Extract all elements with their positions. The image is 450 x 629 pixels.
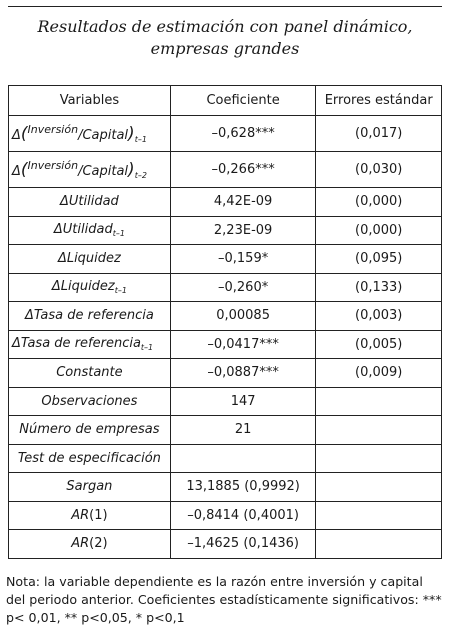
variable-cell: $\Delta(^{Inversión}/Capital)_{t-2}$ — [9, 152, 171, 188]
coefficient-cell: 21 — [170, 416, 316, 445]
table-row — [9, 116, 442, 152]
variable-cell: ΔTasa de referencia$_{t-1}$ — [9, 330, 171, 359]
table-row — [9, 501, 442, 530]
table-caption: Resultados de estimación con panel dinámico, empresas grandes — [37, 17, 413, 58]
std-error-cell: (0,000) — [316, 188, 442, 217]
coefficient-cell — [170, 444, 316, 473]
std-error-cell — [316, 530, 442, 559]
coefficient-cell: –0,266*** — [170, 152, 316, 188]
coefficient-cell: –1,4625 (0,1436) — [170, 530, 316, 559]
std-error-cell: (0,030) — [316, 152, 442, 188]
std-error-cell — [316, 416, 442, 445]
std-error-cell: (0,017) — [316, 116, 442, 152]
table-row — [9, 273, 442, 302]
variable-cell: Constante — [9, 359, 171, 388]
std-error-cell — [316, 473, 442, 502]
variable-cell: Observaciones — [9, 387, 171, 416]
std-error-cell: (0,133) — [316, 273, 442, 302]
table-row — [9, 444, 442, 473]
table-row — [9, 359, 442, 388]
table-row — [9, 330, 442, 359]
table-row — [9, 387, 442, 416]
coefficient-cell: –0,260* — [170, 273, 316, 302]
table-row — [9, 245, 442, 274]
std-error-cell — [316, 444, 442, 473]
coefficient-cell: –0,8414 (0,4001) — [170, 501, 316, 530]
std-error-cell: (0,009) — [316, 359, 442, 388]
coefficient-cell: 147 — [170, 387, 316, 416]
std-error-cell — [316, 501, 442, 530]
coefficient-cell: 2,23E-09 — [170, 216, 316, 245]
variable-cell: Número de empresas — [9, 416, 171, 445]
table-row — [9, 188, 442, 217]
table-row — [9, 216, 442, 245]
std-error-cell — [316, 387, 442, 416]
variable-cell: AR(1) — [9, 501, 171, 530]
table-row — [9, 473, 442, 502]
std-error-cell: (0,000) — [316, 216, 442, 245]
coefficient-cell: –0,159* — [170, 245, 316, 274]
std-error-cell: (0,005) — [316, 330, 442, 359]
coefficient-cell: 4,42E-09 — [170, 188, 316, 217]
table-row — [9, 416, 442, 445]
table-row — [9, 302, 442, 331]
table-row — [9, 530, 442, 559]
header-variables: Variables — [9, 86, 171, 116]
std-error-cell: (0,095) — [316, 245, 442, 274]
coefficient-cell: 13,1885 (0,9992) — [170, 473, 316, 502]
top-rule — [8, 6, 442, 7]
variable-cell: ΔUtilidad — [9, 188, 171, 217]
header-coeficiente: Coeficiente — [170, 86, 316, 116]
coefficient-cell: –0,0887*** — [170, 359, 316, 388]
variable-cell: Sargan — [9, 473, 171, 502]
variable-cell: ΔTasa de referencia — [9, 302, 171, 331]
results-table — [8, 85, 442, 559]
header-row — [9, 86, 442, 116]
coefficient-cell: –0,0417*** — [170, 330, 316, 359]
variable-cell: Test de especificación — [9, 444, 171, 473]
variable-cell: ΔLiquidez — [9, 245, 171, 274]
table-row — [9, 152, 442, 188]
variable-cell: $\Delta(^{Inversión}/Capital)_{t-1}$ — [9, 116, 171, 152]
std-error-cell: (0,003) — [316, 302, 442, 331]
table-note: Nota: la variable dependiente es la razón entre inversión y capital del periodo anterior. Coeficientes estadísticamente significativos: *** p< 0,01, ** p<0,05, * p<0,1 — [6, 574, 442, 625]
header-errores-estandar: Errores estándar — [316, 86, 442, 116]
coefficient-cell: 0,00085 — [170, 302, 316, 331]
variable-cell: ΔLiquidez$_{t-1}$ — [9, 273, 171, 302]
coefficient-cell: –0,628*** — [170, 116, 316, 152]
variable-cell: AR(2) — [9, 530, 171, 559]
variable-cell: ΔUtilidad$_{t-1}$ — [9, 216, 171, 245]
